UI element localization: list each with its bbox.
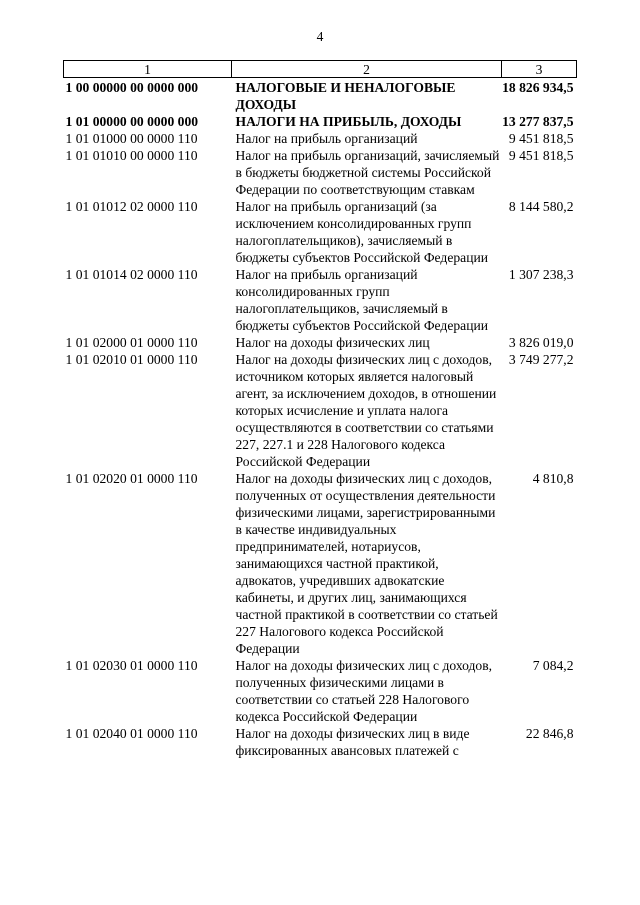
table-row: [64, 78, 577, 114]
name-cell: Налог на доходы физических лиц с доходов, источником которых является налоговый агент, за исключением доходов, в отношении которых исчисление и уплата налога осуществляются в соответствии со статьями 227, 227.1 и 228 Налогового кодекса Российской Федерации: [235, 352, 497, 469]
code-cell: 1 01 01014 02 0000 110: [65, 267, 198, 282]
amount-cell: 9 451 818,5: [508, 131, 574, 146]
table-row: [64, 147, 577, 198]
table-header: [64, 61, 577, 78]
amount-cell: 3 749 277,2: [508, 352, 574, 367]
amount-cell: 22 846,8: [525, 726, 574, 741]
code-cell: 1 01 02020 01 0000 110: [65, 471, 198, 486]
page-number: 4: [316, 29, 324, 44]
revenue-table: [63, 60, 577, 759]
code-cell: 1 01 00000 00 0000 000: [65, 114, 199, 129]
column-header-amount: 3: [502, 61, 577, 78]
code-cell: 1 01 02040 01 0000 110: [65, 726, 198, 741]
table-row: [64, 198, 577, 266]
table-row: [64, 113, 577, 130]
name-cell: Налог на прибыль организаций консолидированных групп налогоплательщиков, зачисляемый в бюджеты субъектов Российской Федерации: [235, 267, 489, 333]
name-cell: НАЛОГОВЫЕ И НЕНАЛОГОВЫЕ ДОХОДЫ: [235, 80, 456, 112]
name-cell: Налог на доходы физических лиц в виде фиксированных авансовых платежей с: [235, 726, 470, 758]
table-row: [64, 725, 577, 759]
column-header-code: 1: [64, 61, 232, 78]
amount-cell: 3 826 019,0: [508, 335, 574, 350]
code-cell: 1 01 01010 00 0000 110: [65, 148, 198, 163]
table-row: [64, 334, 577, 351]
amount-cell: 7 084,2: [532, 658, 574, 673]
table-row: [64, 266, 577, 334]
table-row: [64, 351, 577, 470]
code-cell: 1 01 02000 01 0000 110: [65, 335, 198, 350]
amount-cell: 8 144 580,2: [508, 199, 574, 214]
name-cell: Налог на доходы физических лиц с доходов, полученных физическими лицами в соответствии со статьей 228 Налогового кодекса Российской Федерации: [235, 658, 493, 724]
name-cell: НАЛОГИ НА ПРИБЫЛЬ, ДОХОДЫ: [235, 114, 462, 129]
amount-cell: 4 810,8: [532, 471, 574, 486]
code-cell: 1 01 01000 00 0000 110: [65, 131, 198, 146]
amount-cell: 9 451 818,5: [508, 148, 574, 163]
name-cell: Налог на прибыль организаций: [235, 131, 418, 146]
column-header-name: 2: [232, 61, 502, 78]
amount-cell: 13 277 837,5: [502, 114, 574, 129]
name-cell: Налог на доходы физических лиц с доходов, полученных от осуществления деятельности физическими лицами, зарегистрированными в качестве индивидуальных предпринимателей, нотариусов, занимающихся частной практикой, адвокатов, учредивших адвокатские кабинеты, и других лиц, занимающихся частной практикой в соответствии со статьей 227 Налогового кодекса Российской Федерации: [235, 471, 498, 656]
table-row: [64, 657, 577, 725]
table-row: [64, 470, 577, 657]
name-cell: Налог на доходы физических лиц: [235, 335, 430, 350]
amount-cell: 1 307 238,3: [508, 267, 574, 282]
code-cell: 1 01 02030 01 0000 110: [65, 658, 198, 673]
code-cell: 1 01 02010 01 0000 110: [65, 352, 198, 367]
name-cell: Налог на прибыль организаций, зачисляемый в бюджеты бюджетной системы Российской Федерации по соответствующим ставкам: [235, 148, 500, 197]
code-cell: 1 00 00000 00 0000 000: [65, 80, 199, 95]
name-cell: Налог на прибыль организаций (за исключением консолидированных групп налогоплательщиков), зачисляемый в бюджеты субъектов Российской Федерации: [235, 199, 489, 265]
amount-cell: 18 826 934,5: [502, 80, 574, 95]
code-cell: 1 01 01012 02 0000 110: [65, 199, 198, 214]
table-body: [64, 78, 577, 760]
header-row: [64, 61, 577, 78]
table-row: [64, 130, 577, 147]
